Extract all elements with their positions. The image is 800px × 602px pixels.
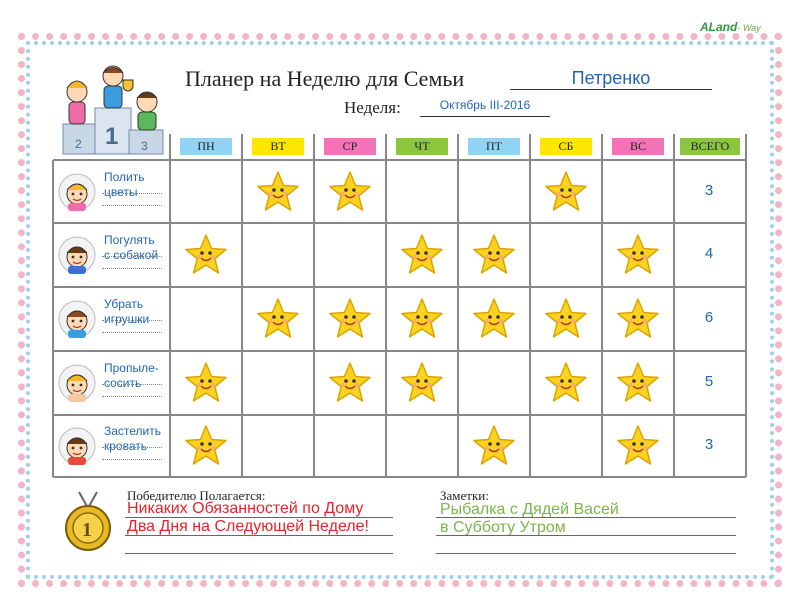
task-total: 6 xyxy=(704,309,714,326)
star-sticker-icon[interactable] xyxy=(256,170,300,214)
task-dotted-line xyxy=(102,459,162,460)
star-sticker-icon[interactable] xyxy=(184,424,228,468)
star-sticker-icon[interactable] xyxy=(328,361,372,405)
task-dotted-line xyxy=(102,396,162,397)
notes-rule-2 xyxy=(436,535,736,536)
reward-rule-1 xyxy=(125,517,393,518)
week-label: Неделя: xyxy=(344,98,401,117)
star-sticker-icon[interactable] xyxy=(256,297,300,341)
star-sticker-icon[interactable] xyxy=(400,297,444,341)
star-sticker-icon[interactable] xyxy=(472,233,516,277)
child-avatar-icon xyxy=(57,363,97,403)
week-field[interactable]: Октябрь III-2016 xyxy=(420,98,550,117)
child-avatar-icon xyxy=(57,235,97,275)
star-sticker-icon[interactable] xyxy=(616,361,660,405)
task-label-line2: цветы xyxy=(104,184,138,199)
task-total: 4 xyxy=(704,245,714,262)
podium-third-label: 3 xyxy=(141,139,148,153)
star-sticker-icon[interactable] xyxy=(400,361,444,405)
task-dotted-line xyxy=(102,268,162,269)
total-header: ВСЕГО xyxy=(680,138,740,155)
star-sticker-icon[interactable] xyxy=(616,297,660,341)
child-avatar-icon xyxy=(57,426,97,466)
star-sticker-icon[interactable] xyxy=(328,297,372,341)
star-sticker-icon[interactable] xyxy=(184,361,228,405)
task-dotted-line xyxy=(102,205,162,206)
star-sticker-icon[interactable] xyxy=(544,170,588,214)
day-header-6: ВС xyxy=(612,138,664,155)
family-name-field[interactable]: Петренко xyxy=(510,68,712,90)
star-sticker-icon[interactable] xyxy=(616,424,660,468)
task-label-line2: игрушки xyxy=(104,312,150,326)
day-header-4: ПТ xyxy=(468,138,520,155)
star-sticker-icon[interactable] xyxy=(184,233,228,277)
child-avatar-icon xyxy=(57,299,97,339)
reward-line-2: Два Дня на Следующей Неделе! xyxy=(127,518,369,535)
task-label-line1: Полить xyxy=(104,169,145,184)
reward-label: Победителю Полагается: xyxy=(127,488,266,503)
task-label-line2: с собакой xyxy=(104,248,159,262)
brand-logo: ALand- Way xyxy=(700,20,761,34)
task-dotted-line xyxy=(102,256,162,257)
day-header-5: СБ xyxy=(540,138,592,155)
task-dotted-line xyxy=(102,320,162,321)
task-total: 5 xyxy=(704,373,714,390)
notes-label: Заметки: xyxy=(440,488,489,503)
notes-line-2: в Субботу Утром xyxy=(440,519,566,536)
day-header-3: ЧТ xyxy=(396,138,448,155)
task-label-line1: Застелить xyxy=(104,424,162,438)
task-dotted-line xyxy=(102,447,162,448)
task-dotted-line xyxy=(102,332,162,333)
task-label-line1: Погулять xyxy=(104,233,155,247)
star-sticker-icon[interactable] xyxy=(472,424,516,468)
star-sticker-icon[interactable] xyxy=(544,361,588,405)
star-sticker-icon[interactable] xyxy=(472,297,516,341)
task-label-line1: Пропыле- xyxy=(104,361,159,375)
task-dotted-line xyxy=(102,193,162,194)
notes-rule-1 xyxy=(436,517,736,518)
day-header-1: ВТ xyxy=(252,138,304,155)
task-dotted-line xyxy=(102,384,162,385)
day-header-2: СР xyxy=(324,138,376,155)
reward-rule-2 xyxy=(125,535,393,536)
task-total: 3 xyxy=(704,436,714,453)
gold-medal-icon xyxy=(57,490,119,552)
reward-rule-3 xyxy=(125,553,393,554)
child-avatar-icon xyxy=(57,172,97,212)
medal-number: 1 xyxy=(82,519,92,541)
podium-first-label: 1 xyxy=(105,123,119,150)
podium-second-label: 2 xyxy=(75,137,82,151)
page-title: Планер на Неделю для Семьи xyxy=(185,66,465,91)
star-sticker-icon[interactable] xyxy=(328,170,372,214)
task-total: 3 xyxy=(704,181,714,199)
notes-rule-3 xyxy=(436,553,736,554)
star-sticker-icon[interactable] xyxy=(544,297,588,341)
star-sticker-icon[interactable] xyxy=(616,233,660,277)
task-label-line2: сосить xyxy=(104,376,142,390)
notes-line-1: Рыбалка с Дядей Васей xyxy=(440,501,619,518)
star-sticker-icon[interactable] xyxy=(400,233,444,277)
task-label-line1: Убрать xyxy=(104,297,144,311)
reward-line-1: Никаких Обязанностей по Дому xyxy=(127,500,364,517)
task-label-line2: кровать xyxy=(104,439,147,453)
day-header-0: ПН xyxy=(180,138,232,155)
